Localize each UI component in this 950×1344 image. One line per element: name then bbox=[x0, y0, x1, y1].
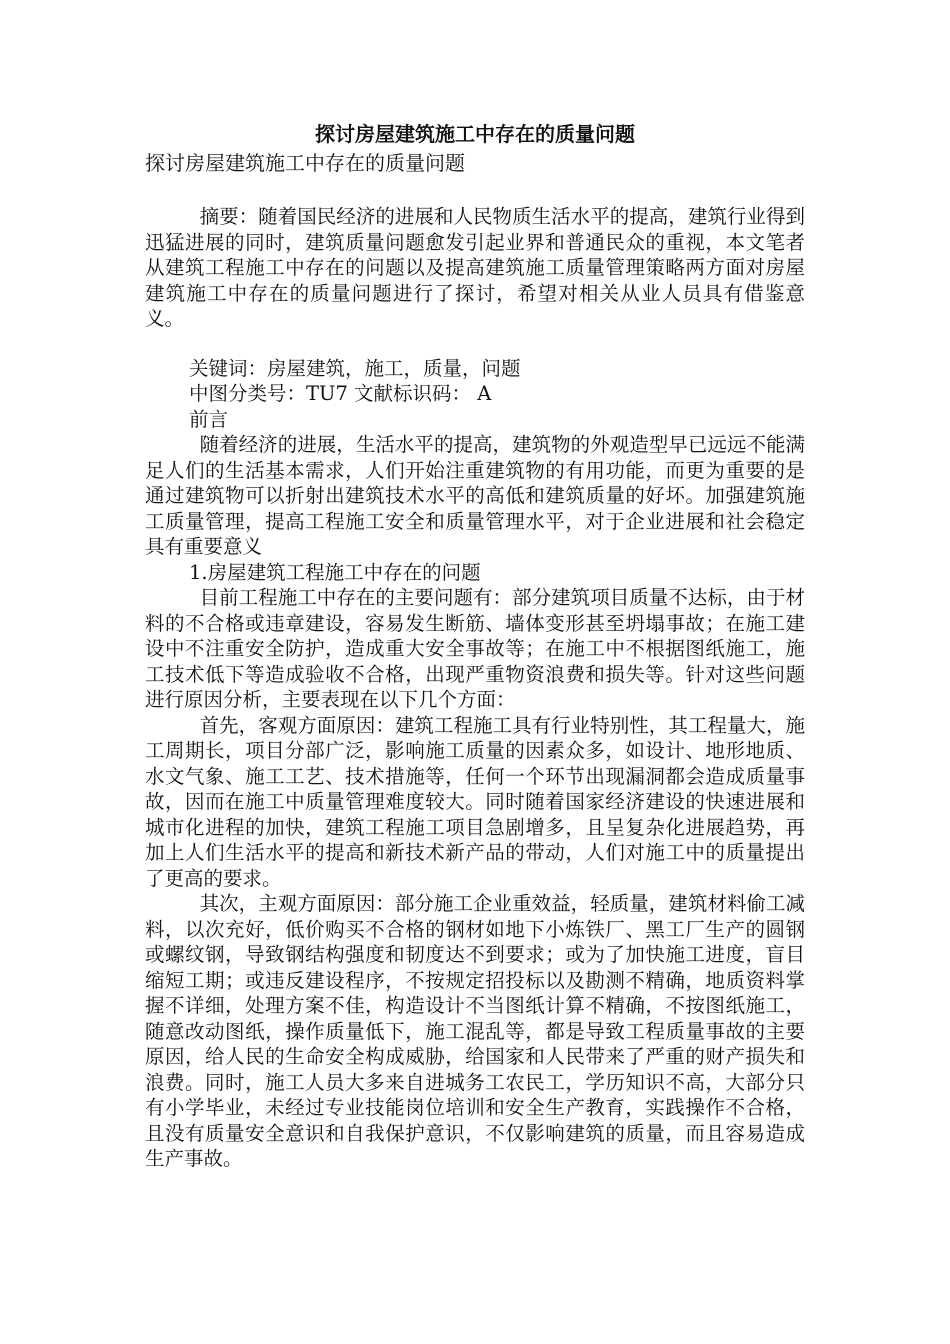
document-subtitle: 探讨房屋建筑施工中存在的质量问题 bbox=[145, 151, 465, 175]
preface-heading: 前言 bbox=[189, 407, 229, 431]
section1-heading: 1.房屋建筑工程施工中存在的问题 bbox=[189, 560, 481, 584]
classification-line: 中图分类号：TU7 文献标识码： A bbox=[189, 382, 492, 405]
spacer bbox=[145, 332, 805, 356]
document-title: 探讨房屋建筑施工中存在的质量问题 bbox=[315, 122, 635, 146]
abstract-paragraph: 摘要：随着国民经济的进展和人民物质生活水平的提高，建筑行业得到迅猛进展的同时，建筑质量问题愈发引起业界和普通民众的重视，本文笔者从建筑工程施工中存在的问题以及提高建筑施工质量管理策略两方面对房屋建筑施工中存在的质量问题进行了探讨，希望对相关从业人员具有借鉴意义。 bbox=[145, 205, 805, 330]
section1-paragraph-3: 其次，主观方面原因：部分施工企业重效益，轻质量，建筑材料偷工减料，以次充好，低价购买不合格的钢材如地下小炼铁厂、黑工厂生产的圆钢或螺纹钢，导致钢结构强度和韧度达不到要求；或为了加快施工进度，盲目缩短工期；或违反建设程序，不按规定招投标以及勘测不精确，地质资料掌握不详细，处理方案不佳，构造设计不当图纸计算不精确，不按图纸施工，随意改动图纸，操作质量低下，施工混乱等，都是导致工程质量事故的主要原因，给人民的生命安全构成威胁，给国家和人民带来了严重的财产损失和浪费。同时，施工人员大多来自进城务工农民工，学历知识不高，大部分只有小学毕业，未经过专业技能岗位培训和安全生产教育，实践操作不合格，且没有质量安全意识和自我保护意识，不仅影响建筑的质量，而且容易造成生产事故。 bbox=[145, 892, 805, 1170]
section1-paragraph-2: 首先，客观方面原因：建筑工程施工具有行业特别性，其工程量大，施工周期长，项目分部广泛，影响施工质量的因素众多，如设计、地形地质、水文气象、施工工艺、技术措施等，任何一个环节出现漏洞都会造成质量事故，因而在施工中质量管理难度较大。同时随着国家经济建设的快速进展和城市化进程的加快，建筑工程施工项目急剧增多，且呈复杂化进展趋势，再加上人们生活水平的提高和新技术新产品的带动，人们对施工中的质量提出了更高的要求。 bbox=[145, 713, 805, 890]
keywords-line: 关键词：房屋建筑，施工，质量，问题 bbox=[189, 356, 521, 380]
section1-paragraph-1: 目前工程施工中存在的主要问题有：部分建筑项目质量不达标，由于材料的不合格或违章建设，容易发生断筋、墙体变形甚至坍塌事故；在施工建设中不注重安全防护，造成重大安全事故等；在施工中不根据图纸施工，施工技术低下等造成验收不合格，出现严重物资浪费和损失等。针对这些问题进行原因分析，主要表现在以下几个方面： bbox=[145, 586, 805, 711]
preface-paragraph: 随着经济的进展，生活水平的提高，建筑物的外观造型早已远远不能满足人们的生活基本需求，人们开始注重建筑物的有用功能，而更为重要的是通过建筑物可以折射出建筑技术水平的高低和建筑质量的好坏。加强建筑施工质量管理，提高工程施工安全和质量管理水平，对于企业进展和社会稳定具有重要意义 bbox=[145, 433, 805, 558]
document-page bbox=[145, 118, 805, 1172]
